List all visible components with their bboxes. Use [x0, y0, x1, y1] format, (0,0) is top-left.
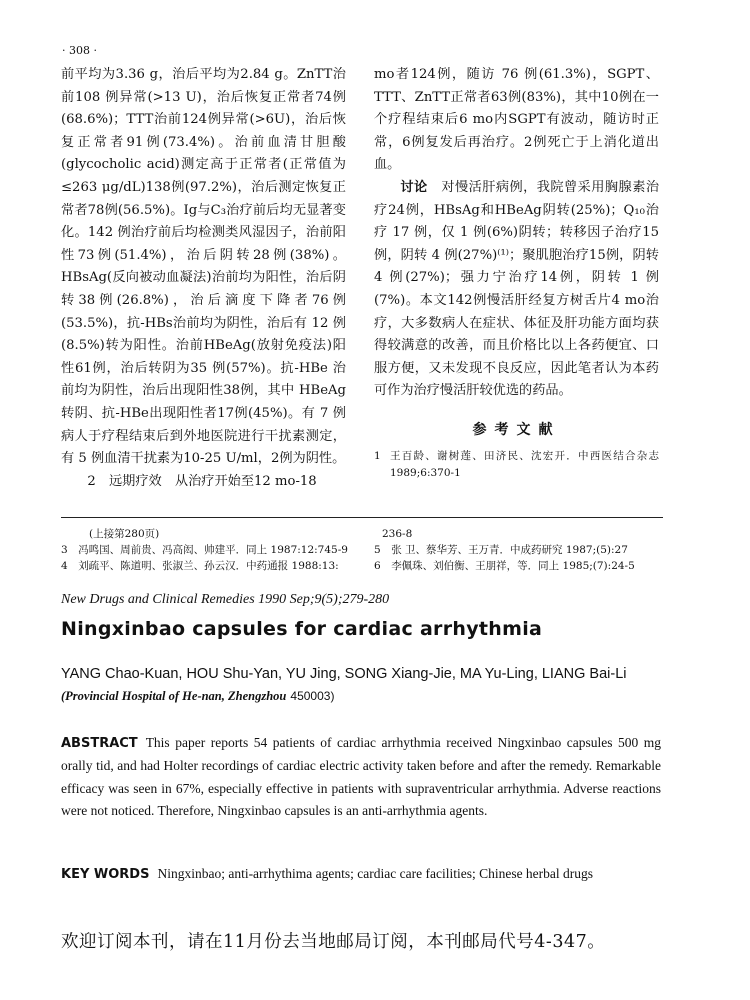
discussion-paragraph	[374, 177, 659, 403]
discussion-label: 讨论	[400, 179, 428, 195]
reference-number: 4	[61, 560, 68, 572]
author-names: YANG Chao-Kuan, HOU Shu-Yan, YU Jing, SONG Xiang-Jie, MA Yu-Ling, LIANG Bai-Li	[61, 666, 627, 682]
continued-references-left	[61, 526, 361, 574]
reference-text: 李佩珠、刘伯衡、王朋祥，等．同上 1985;(7):24-5	[391, 560, 635, 572]
article-title: Ningxinbao capsules for cardiac arrhythmia	[61, 618, 543, 640]
discussion-text: 对慢活肝病例，我院曾采用胸腺素治疗24例，HBsAg和HBeAg阴转(25%)；Q₁₀治疗 17 例，仅 1 例(6%)阴转；转移因子治疗15例，阴转 4 例(27%)⁽¹⁾；聚肌胞治疗15例，阴转 4 例(27%)；强力宁治疗14例，阴转 1 例(7%)。本文142例慢活肝经复方树舌片4 mo治疗，大多数病人在症状、体征及肝功能方面均获得较满意的改善，而且价格比以上各药便宜、口服方便，又未发现不良反应，因此笔者认为本药可作为治疗慢活肝较优选的药品。	[374, 179, 660, 399]
keywords-label: KEY WORDS	[61, 867, 150, 882]
author-block	[61, 663, 671, 707]
reference-number: 5	[374, 544, 381, 556]
reference-item	[374, 542, 674, 558]
author-affiliation: (Provincial Hospital of He-nan, Zhengzhou	[61, 689, 287, 703]
reference-number: 1	[374, 449, 381, 462]
continued-references-right	[374, 526, 674, 574]
subscription-notice: 欢迎订阅本刊，请在11月份去当地邮局订阅，本刊邮局代号4-347。	[61, 932, 606, 952]
reference-text: 冯鸣国、周前贵、冯高闳、帅建平．同上 1987:12:745-9	[78, 544, 348, 556]
abstract-label: ABSTRACT	[61, 736, 138, 751]
page-number: · 308 ·	[62, 44, 97, 57]
long-term-efficacy-heading: 2 远期疗效 从治疗开始至12 mo-18	[87, 473, 317, 489]
reference-item	[374, 558, 674, 574]
reference-item	[61, 558, 361, 574]
postal-code: 450003)	[290, 689, 335, 703]
right-column	[374, 64, 659, 482]
reference-item	[61, 542, 361, 558]
followup-paragraph: mo者124例，随访 76 例(61.3%)，SGPT、TTT、ZnTT正常者63例(83%)，其中10例在一个疗程结束后6 mo内SGPT有波动，随访时正常，6例复发后再治疗。2例死亡于上消化道出血。	[374, 67, 659, 173]
keywords-section	[61, 863, 661, 886]
references-title: 参考文献	[472, 421, 561, 438]
reference-text: 王百龄、谢树莲、田济民、沈宏开．中西医结合杂志 1989;6:370-1	[390, 449, 659, 479]
reference-item	[374, 448, 659, 482]
continuation-header: (上接第280页)	[89, 528, 160, 540]
keywords-text: Ningxinbao; anti-arrhythima agents; cardiac care facilities; Chinese herbal drugs	[157, 866, 594, 881]
results-paragraph: 前平均为3.36 g，治后平均为2.84 g。ZnTT治前108 例异常(>13 U)，治后恢复正常者74例(68.6%)；TTT治前124例异常(>6U)，治后恢复正常者91例(73.4%)。治前血清甘胆酸(glycocholic acid)测定高于正常者(正常值为≤263 μg/dL)138例(97.2%)，治后测定恢复正常者78例(56.5%)。Ig与C₃治疗前后均无显著变化。142 例治疗前后均检测类风湿因子，治前阳性73例(51.4%)，治后阴转28例(38%)。HBsAg(反向被动血凝法)治前均为阳性，治后阴转38例(26.8%)，治后滴度下降者76例(53.5%)，抗-HBs治前均为阴性，治后有 12 例(8.5%)转为阳性。治前HBeAg(放射免疫法)阳性61例，治后转阴为35 例(57%)。抗-HBe 治前均为阴性，治后出现阳性38例，其中 HBeAg转阴、抗-HBe出现阳性者17例(45%)。有 7 例病人于疗程结束后到外地医院进行干扰素测定，有 5 例血清干扰素为10-25 U/ml，2例为阴性。	[61, 67, 346, 467]
reference-text: 刘疏平、陈道明、张淑兰、孙云汉．中药通报 1988:13:	[78, 560, 339, 572]
reference-number: 6	[374, 560, 381, 572]
journal-citation: New Drugs and Clinical Remedies 1990 Sep;9(5);279-280	[61, 592, 390, 607]
abstract-section	[61, 732, 661, 823]
reference-text: 张 卫、蔡华芳、王万青．中成药研究 1987;(5):27	[391, 544, 628, 556]
reference-number: 3	[61, 544, 68, 556]
continuation-pages: 236-8	[382, 528, 413, 540]
abstract-text: This paper reports 54 patients of cardiac arrhythmia received Ningxinbao capsules 500 mg orally tid, and had Holter recordings of cardiac electric activity taken before and after the remedy. Remarkable efficacy was seen in 67%, especially effective in patients with supraventricular arrhythmia. Adverse reactions were not noticed. Therefore, Ningxinbao capsules is an anti-arrhythmia agents.	[61, 735, 661, 819]
left-column	[61, 64, 346, 493]
section-divider	[61, 517, 663, 518]
